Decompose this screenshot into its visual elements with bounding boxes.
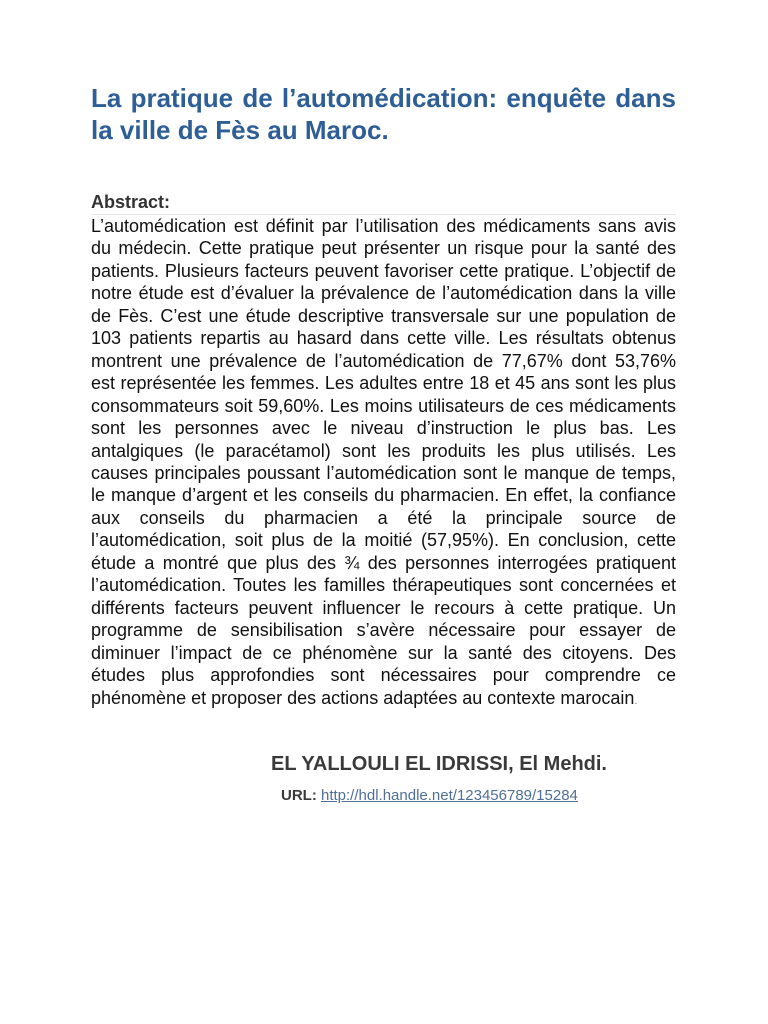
document-title: La pratique de l’automédication: enquête dans la ville de Fès au Maroc. (91, 83, 676, 145)
abstract-paragraph (91, 215, 676, 712)
author-name: EL YALLOULI EL IDRISSI, El Mehdi. (271, 752, 607, 775)
abstract-text: L’automédication est définit par l’utilisation des médicaments sans avis du médecin. Cette pratique peut présenter un risque pour la santé des patients. Plusieurs facteurs peuvent favoriser cette pratique. L’objectif de notre étude est d’évaluer la prévalence de l’automédication dans la ville de Fès. C’est une étude descriptive transversale sur une population de 103 patients repartis au hasard dans cette ville. Les résultats obtenus montrent une prévalence de l’automédication de 77,67% dont 53,76% est représentée les femmes. Les adultes entre 18 et 45 ans sont les plus consommateurs soit 59,60%. Les moins utilisateurs de ces médicaments sont les personnes avec le niveau d’instruction le plus bas. Les antalgiques (le paracétamol) sont les produits les plus utilisés. Les causes principales poussant l’automédication sont le manque de temps, le manque d’argent et les conseils du pharmacien. En effet, la confiance aux conseils du pharmacien a été la principale source de l’automédication, soit plus de la moitié (57,95%). En conclusion, cette étude a montré que plus des ¾ des personnes interrogées pratiquent l’automédication. Toutes les familles thérapeutiques sont concernées et différents facteurs peuvent influencer le recours à cette pratique. Un programme de sensibilisation s’avère nécessaire pour essayer de diminuer l’impact de ce phénomène sur la santé des citoyens. Des études plus approfondies sont nécessaires pour comprendre ce phénomène et proposer des actions adaptées au contexte marocain (91, 216, 676, 708)
handle-url-link[interactable]: http://hdl.handle.net/123456789/15284 (321, 786, 578, 804)
abstract-end-period: . (634, 694, 638, 707)
url-label: URL: (281, 786, 317, 804)
document-page (91, 82, 676, 806)
url-line (281, 786, 676, 806)
abstract-heading: Abstract: (91, 191, 676, 215)
